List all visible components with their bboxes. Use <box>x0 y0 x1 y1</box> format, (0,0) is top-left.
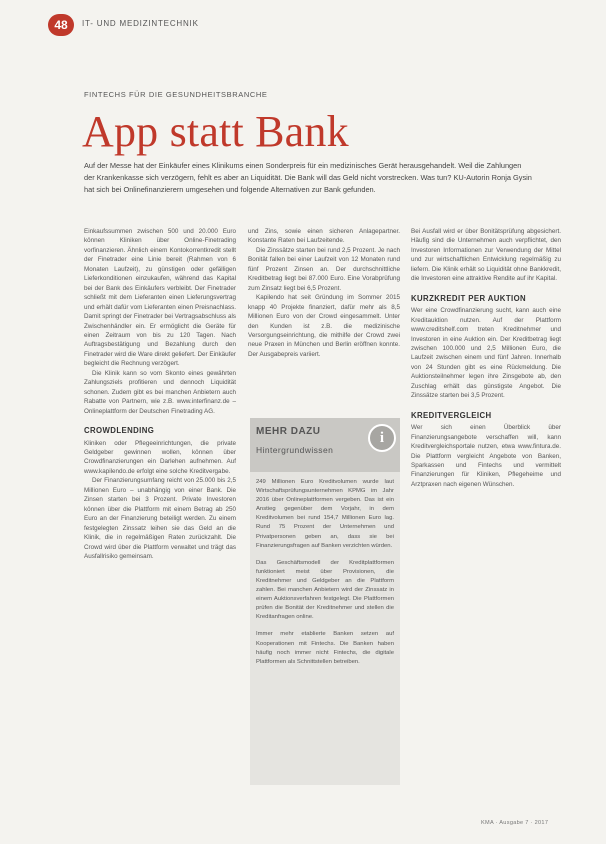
text-column-3 <box>411 227 561 489</box>
info-box-header <box>250 418 400 472</box>
paragraph: Wer sich einen Überblick über Finanzierungsangebote verschaffen will, kann Kreditvergleichsportale nutzen, etwa www.fintura.de. Die Plattform vergleicht Angebote von Banken, Sparkassen und Fintechs und vermittelt Finanzierungen für Kliniken, Pflegeheime und Arztpraxen nach eigenen Wünschen. <box>411 424 561 488</box>
subheading-kreditvergleich: KREDITVERGLEICH <box>411 410 492 420</box>
paragraph: Immer mehr etablierte Banken setzen auf Kooperationen mit Fintechs. Die Banken haben häufig noch immer nicht Fintechs, die digitale Plattformen als Schnittstellen betreiben. <box>256 631 394 665</box>
page-number-badge: 48 <box>48 14 74 36</box>
article-lead: Auf der Messe hat der Einkäufer eines Klinikums einen Sonderpreis für ein medizinisches Gerät herausgehandelt. Weil die Zahlungen der Krankenkasse sich verzögern, fehlt es aber an Liquidität. Die Bank will das Geld nicht vorstrecken. Was tun? KU-Autorin Ronja Gysin hat sich bei Onlinefinanzierern umgesehen und folgende Alternativen zur Bank gefunden. <box>84 161 532 195</box>
paragraph: Die Zinssätze starten bei rund 2,5 Prozent. Je nach Bonität fallen bei einer Laufzeit von 12 Monaten rund fünf Prozent Zinsen an. Der durchschnittliche Kreditbetrag liegt bei 87.000 Euro. Eine Vorabprüfung zum Zinsatz liegt bei 6,5 Prozent. <box>248 246 400 292</box>
article-title: App statt Bank <box>82 107 349 156</box>
paragraph: Wer eine Crowdfinanzierung sucht, kann auch eine Kreditauktion nutzen. Auf der Plattform www.creditshelf.com treten Kreditnehmer und Investoren in eine Auktion ein. Der Kreditbetrag liegt zwischen 100.000 und 2,5 Millionen Euro, die Laufzeit zwischen einem und fünf Jahren. Innerhalb von 24 Stunden gibt es eine Rückmeldung. Die Auktionsteilnehmer legen ihre Zinsgebote ab, den Zuschlag erhält das günstigste Angebot. Die Zinssätze starten bei 3,5 Prozent. <box>411 307 561 400</box>
subheading-crowdlending: CROWDLENDING <box>84 426 155 436</box>
paragraph: und Zins, sowie einen sicheren Anlagepartner. Konstante Raten bei Laufzeitende. <box>248 228 400 245</box>
page-footer: KMA · Ausgabe 7 · 2017 <box>481 820 549 826</box>
paragraph: 249 Millionen Euro Kreditvolumen wurde laut Wirtschaftsprüfungsunternehmen KPMG im Jahr 2016 über Onlineplattformen vergeben. Das ist ein Anstieg gegenüber dem Vorjahr, in dem Kreditvolumen bei rund 154,7 Millionen Euro lag. Rund 75 Prozent der Unternehmen und Privatpersonen geben an, dass sie bei Finanzierungsfragen auf Banken verzichten würden. <box>256 479 394 549</box>
paragraph: Der Finanzierungsumfang reicht von 25.000 bis 2,5 Millionen Euro – unabhängig von einer Bank. Die Zinsen starten bei 3 Prozent. Private Investoren können über die Plattform mit einem Betrag ab 250 Euro an der Finanzierung beteiligt werden. Zu einem festgelegten Zinssatz leihen sie das Geld an die Klinik, die in regelmäßigen Raten zurückzahlt. Die Crowd wird über die Plattform verwaltet und trägt das Ausfallrisiko gemeinsam. <box>84 477 236 560</box>
subheading-kurzkredit: KURZKREDIT PER AUKTION <box>411 293 527 303</box>
section-label: IT- UND MEDIZINTECHNIK <box>82 19 199 28</box>
info-box-title: MEHR DAZU <box>256 426 321 437</box>
info-box <box>250 418 400 785</box>
text-column-1 <box>84 227 236 561</box>
paragraph: Einkaufssummen zwischen 500 und 20.000 Euro können Kliniken über Online-Finetrading vorfinanzieren. Ähnlich einem Kontokorrentkredit stellt der Finetrader eine Linie bereit (Rahmen von 6 Monaten Laufzeit), zu günstigen oder gefälligen Lieferkonditionen einzukaufen, während das Kapital bei der Bank des Einkäufers verbleibt. Der Finetrader schließt mit dem Lieferanten einen Lieferungsvertrag und erhält dafür vom Lieferanten einen Preisnachlass. Damit springt der Finetrader bei Vertragsabschluss als Zwischenhändler ein. Er ermöglicht die Geräte für einen Zeitraum von bis zu 120 Tagen. Nach Auftragsbestätigung und Bezahlung durch den Finetrader wird die Ware direkt geliefert. Der Einkäufer begleicht die Rechnung verzögert. <box>84 228 237 368</box>
article-kicker: FINTECHS FÜR DIE GESUNDHEITSBRANCHE <box>84 90 268 99</box>
paragraph: Bei Ausfall wird er über Bonitätsprüfung abgesichert. Häufig sind die Unternehmen auch verpflichtet, den Investoren Informationen zur Verwendung der Mittel und zur wirtschaftlichen Entwicklung regelmäßig zu liefern. Die Klinik erhält so Liquidität ohne Bankkredit, die Investoren eine attraktive Rendite auf ihr Kapital. <box>411 228 561 283</box>
paragraph: Das Geschäftsmodell der Kreditplattformen funktioniert meist über Provisionen, die Kreditnehmer und Geldgeber an die Plattform zahlen. Bei manchen Anbietern wird der Zinssatz in einem Auktionsverfahren festgelegt. Die Plattformen prüfen die Bonität der Kreditnehmer und stellen die Kreditanfragen online. <box>256 559 394 621</box>
paragraph: Kliniken oder Pflegeeinrichtungen, die private Geldgeber gewinnen wollen, können über Crowdfinanzierungen ein Darlehen aufnehmen. Auf www.kapilendo.de erfolgt eine solche Kreditvergabe. <box>84 439 236 475</box>
info-icon: i <box>368 424 396 452</box>
paragraph: Die Klinik kann so vom Skonto eines gewährten Zahlungsziels profitieren und dennoch Liquidität schonen. Zudem gibt es bei manchen Anbietern auch Rabatte von Partnern, wie z.B. www.interfinanz.de – Onlineplattform der Deutschen Finetrading AG. <box>84 369 236 415</box>
info-box-body <box>256 478 394 675</box>
info-box-subtitle: Hintergrundwissen <box>256 445 334 455</box>
paragraph: Kapilendo hat seit Gründung im Sommer 2015 knapp 40 Projekte finanziert, dafür mehr als 8,5 Millionen Euro von der Crowd eingesammelt. Unter den Kunden ist z.B. die medizinische Versorgungseinrichtung, die mithilfe der Crowd zwei neue Praxen in München und Berlin eröffnen konnte. Der Ausgabepreis variiert. <box>248 294 400 358</box>
text-column-2 <box>248 227 400 359</box>
